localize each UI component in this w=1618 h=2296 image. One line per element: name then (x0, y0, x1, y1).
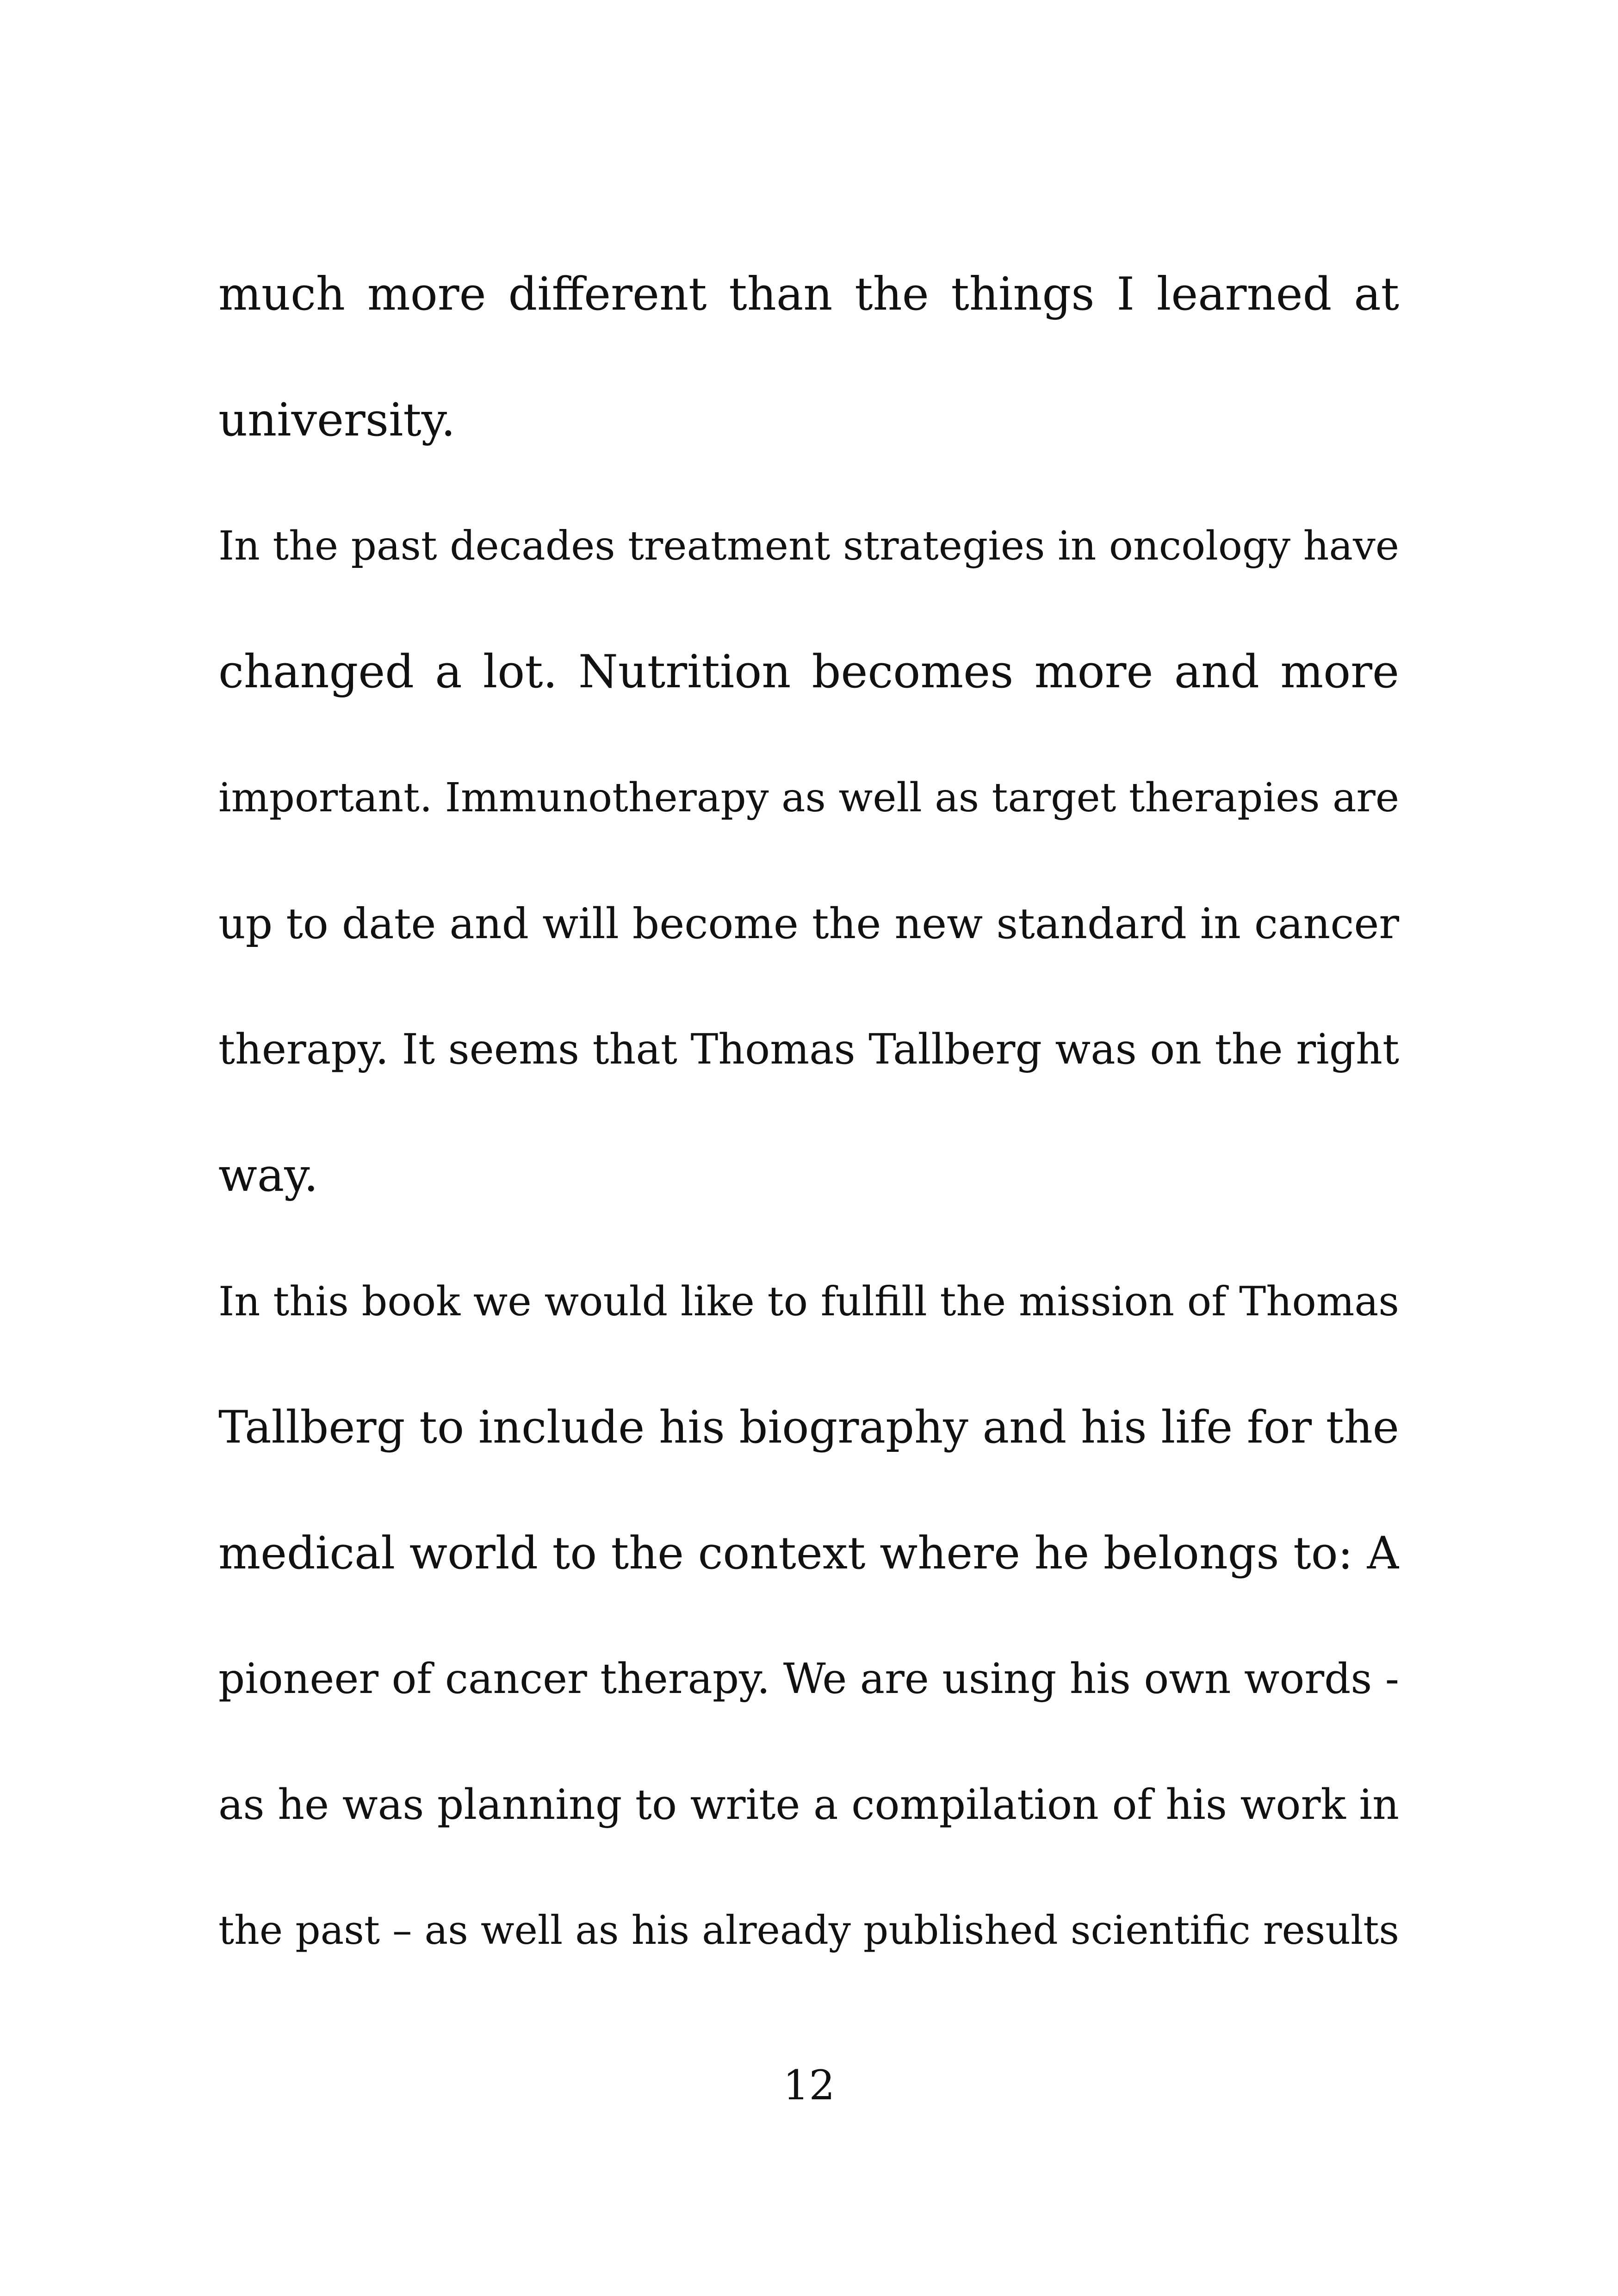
text-line: important. Immunotherapy as well as target therapies are (218, 775, 1399, 821)
text-line: the past – as well as his already published scientific results (218, 1908, 1399, 1954)
text-line: changed a lot. Nutrition becomes more and more (218, 646, 1399, 698)
paragraph-2 (218, 488, 1399, 1243)
text-line: Tallberg to include his biography and his life for the (218, 1401, 1399, 1453)
body-text (218, 236, 1399, 1998)
paragraph-3 (218, 1243, 1399, 1998)
page-number: 12 (783, 2061, 835, 2109)
text-line: way. (218, 1149, 318, 1202)
text-line: university. (218, 394, 456, 447)
text-line: pioneer of cancer therapy. We are using his own words - (218, 1655, 1399, 1703)
text-line: up to date and will become the new standard in cancer (218, 899, 1399, 948)
paragraph-1 (218, 236, 1399, 488)
text-line: much more different than the things I learned at (218, 268, 1399, 321)
text-line: In this book we would like to fulfill the mission of Thomas (218, 1278, 1399, 1325)
text-line: In the past decades treatment strategies in oncology have (218, 523, 1399, 569)
text-line: medical world to the context where he belongs to: A (218, 1527, 1399, 1579)
text-line: as he was planning to write a compilation of his work in (218, 1781, 1399, 1829)
text-line: therapy. It seems that Thomas Tallberg was on the right (218, 1026, 1399, 1074)
